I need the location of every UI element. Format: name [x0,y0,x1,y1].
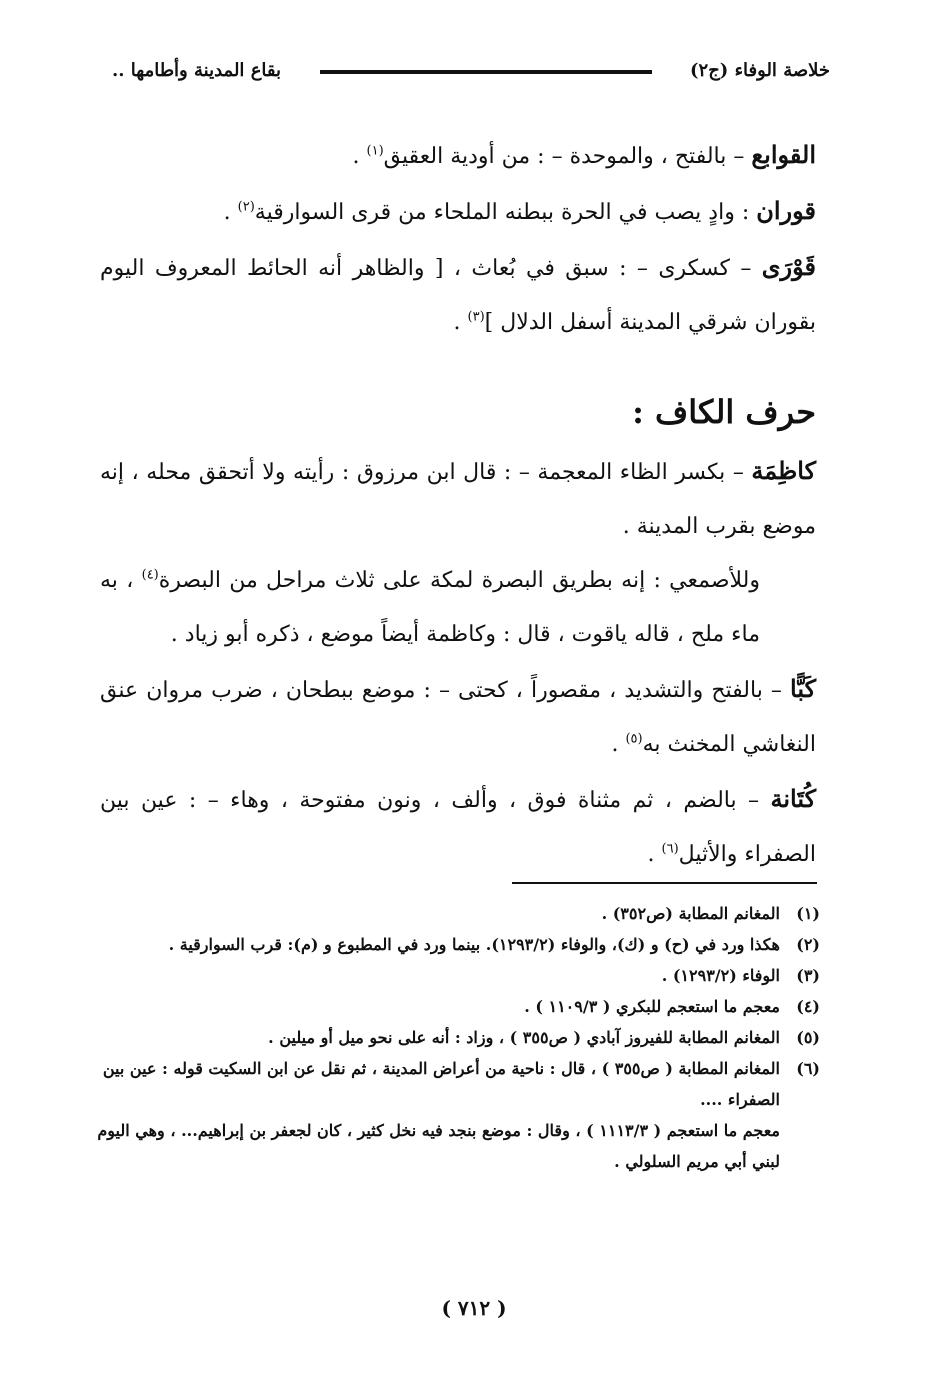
entry-term: قوران [756,196,816,225]
entry-kutana: كُتَانة – بالضم ، ثم مثناة فوق ، وألف ، ونون مفتوحة ، وهاء – : عين بين الصفراء والأثيل$^{(٦)}$ . [100,784,816,867]
footnote-text: الوفاء (١٢٩٣/٢) . [661,966,780,985]
chapter-title: بقاع المدينة وأطامها .. [112,60,282,81]
footnote [96,960,820,991]
entry-kazima [100,444,816,554]
entry-quran: قوران : وادٍ يصب في الحرة ببطنه الملحاء من قرى السوارقية$^{(٢)}$ . [223,196,816,225]
footnote-ref[interactable]: (٥) [625,731,643,747]
book-title: خلاصة الوفاء (ج٢) [689,60,830,81]
running-header [112,58,830,88]
entry-text: – بالفتح ، والموحدة – : من أودية العقيق [383,144,752,169]
footnote-text: المغانم المطابة ( ص٣٥٥ ) ، قال : ناحية من أعراض المدينة ، ثم نقل عن ابن السكيت قوله : عين بين الصفراء .... [102,1059,780,1109]
section-heading: حرف الكاف : [632,393,816,431]
footnote [96,1022,820,1053]
entry-kabba: كَبًّا – بالفتح والتشديد ، مقصوراً ، كحتى – : موضع ببطحان ، ضرب مروان عنق النغاشي المخنث به$^{(٥)}$ . [100,674,816,757]
footnote-ref[interactable]: (٦) [661,841,679,857]
footnote-ref[interactable]: (٤) [141,567,159,583]
footnote-ref[interactable]: (٣) [467,309,485,325]
header-rule [320,70,652,74]
footnote-ref[interactable]: (٢) [237,199,255,215]
footnote [96,1053,820,1115]
page-number: ( ٧١٢ ) [441,1296,507,1320]
entry-qawabi: القوابع – بالفتح ، والموحدة – : من أودية العقيق$^{(١)}$ . [352,140,816,169]
footnote [96,929,820,960]
entry-term: كُتَانة [770,784,816,813]
entry-term: كَبًّا [790,674,816,703]
footnote-number: (٥) [796,1028,820,1047]
entry-term: القوابع [751,140,816,169]
footnote-text: معجم ما استعجم ( ١١١٣/٣ ) ، وقال : موضع بنجد فيه نخل كثير ، كان لجعفر بن إبراهيم... ، وهي اليوم لبني أبي مريم السلولي . [97,1121,780,1171]
footnote-text: المغانم المطابة (ص٣٥٢) . [601,904,780,923]
entry-text: وللأصمعي : إنه بطريق البصرة لمكة على ثلاث مراحل من البصرة [158,568,760,593]
footnote-continuation [96,1115,820,1177]
entry-term: كاظِمَة [751,456,816,485]
footnote-number: (١) [796,904,820,923]
entry-text: – كسكرى – : سبق في بُعاث ، [ والظاهر أنه الحائط المعروف اليوم بقوران شرقي المدينة أسفل الدلال ] [100,256,816,335]
entry-qawra: قَوْرَى – كسكرى – : سبق في بُعاث ، [ والظاهر أنه الحائط المعروف اليوم بقوران شرقي المدينة أسفل الدلال ]$^{(٣)}$ . [100,252,816,335]
entry-asmai: وللأصمعي : إنه بطريق البصرة لمكة على ثلاث مراحل من البصرة$^{(٤)}$ ، به ماء ملح ، قاله ياقوت ، قال : وكاظمة أيضاً موضع ، ذكره أبو زياد . [100,567,760,647]
entry-text: : وادٍ يصب في الحرة ببطنه الملحاء من قرى السوارقية [254,200,757,225]
entry-term: قَوْرَى [761,252,816,281]
footnote [96,898,820,929]
footnote-number: (٤) [796,997,820,1016]
main-text [100,128,816,882]
footnote-text: هكذا ورد في (ح) و (ك)، والوفاء (١٢٩٣/٢). بينما ورد في المطبوع و (م): قرب السوارقية . [168,935,780,954]
entry-text: – بالضم ، ثم مثناة فوق ، وألف ، ونون مفتوحة ، وهاء – : عين بين الصفراء والأثيل [100,788,816,867]
footnote-number: (٢) [796,935,820,954]
section-spacer [100,350,816,380]
entry-text: – بكسر الظاء المعجمة – : قال ابن مرزوق : رأيته ولا أتحقق محله ، إنه موضع بقرب المدينة . [100,460,816,539]
footnote-number: (٦) [796,1059,820,1078]
footnote [96,991,820,1022]
footnote-ref[interactable]: (١) [366,143,384,159]
entry-text: – بالفتح والتشديد ، مقصوراً ، كحتى – : موضع ببطحان ، ضرب مروان عنق النغاشي المخنث به [100,678,816,757]
footnote-text: معجم ما استعجم للبكري ( ١١٠٩/٣ ) . [524,997,780,1016]
footnote-number: (٣) [796,966,820,985]
footnotes [96,898,820,1177]
footnote-text: المغانم المطابة للفيروز آبادي ( ص٣٥٥ ) ، وزاد : أنه على نحو ميل أو ميلين . [268,1028,780,1047]
footnote-rule [512,882,817,884]
